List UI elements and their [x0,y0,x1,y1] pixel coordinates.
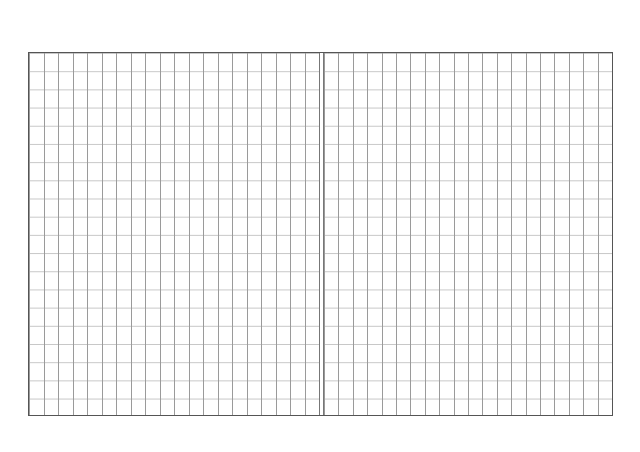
column-text [132,55,146,413]
manuscript-column [511,53,525,415]
manuscript-column [598,53,612,415]
manuscript-column [526,53,540,415]
column-text [248,55,262,413]
manuscript-column [44,53,59,415]
manuscript-column [410,53,424,415]
column-text [411,55,424,413]
column-text [512,55,525,413]
manuscript-page-right [324,53,612,415]
manuscript-column [382,53,396,415]
manuscript-column [425,53,439,415]
manuscript-column [232,53,247,415]
column-text [117,55,131,413]
column-text [397,55,410,413]
column-text [59,55,73,413]
manuscript-column [73,53,88,415]
column-text [291,55,305,413]
column-text [541,55,554,413]
column-text [306,55,320,413]
column-text [339,55,352,413]
manuscript-column [583,53,597,415]
manuscript-column [497,53,511,415]
manuscript-column [290,53,305,415]
column-text [204,55,218,413]
manuscript-column [468,53,482,415]
manuscript-column [218,53,233,415]
column-text [469,55,482,413]
column-text [527,55,540,413]
manuscript-column [29,53,44,415]
manuscript-column [367,53,381,415]
column-text [325,55,338,413]
column-text [161,55,175,413]
column-text [175,55,189,413]
manuscript-column [276,53,291,415]
manuscript-column [247,53,262,415]
manuscript-column [145,53,160,415]
column-text [483,55,496,413]
column-text [426,55,439,413]
manuscript-sheet [28,52,613,416]
column-text [190,55,204,413]
manuscript-column [203,53,218,415]
column-text [30,55,44,413]
column-text [584,55,597,413]
column-text [368,55,381,413]
manuscript-column [189,53,204,415]
manuscript-column [131,53,146,415]
manuscript-column [540,53,554,415]
manuscript-column [454,53,468,415]
column-text [219,55,233,413]
manuscript-column [116,53,131,415]
column-text [440,55,453,413]
manuscript-column [396,53,410,415]
manuscript-column [87,53,102,415]
manuscript-column [554,53,568,415]
manuscript-column [174,53,189,415]
manuscript-column [160,53,175,415]
column-text [555,55,568,413]
column-text [88,55,102,413]
column-text [233,55,247,413]
manuscript-column [338,53,352,415]
column-text [455,55,468,413]
column-text [277,55,291,413]
manuscript-column [324,53,338,415]
manuscript-page-left [29,53,319,415]
column-text [74,55,88,413]
column-text [570,55,583,413]
manuscript-column [102,53,117,415]
column-text [103,55,117,413]
manuscript-column [569,53,583,415]
manuscript-column [261,53,276,415]
manuscript-column [305,53,320,415]
manuscript-column [439,53,453,415]
column-text [383,55,396,413]
manuscript-column [353,53,367,415]
column-text [45,55,59,413]
column-text [354,55,367,413]
column-text [262,55,276,413]
column-text [498,55,511,413]
column-text [146,55,160,413]
manuscript-column [482,53,496,415]
manuscript-column [58,53,73,415]
column-text [599,55,612,413]
